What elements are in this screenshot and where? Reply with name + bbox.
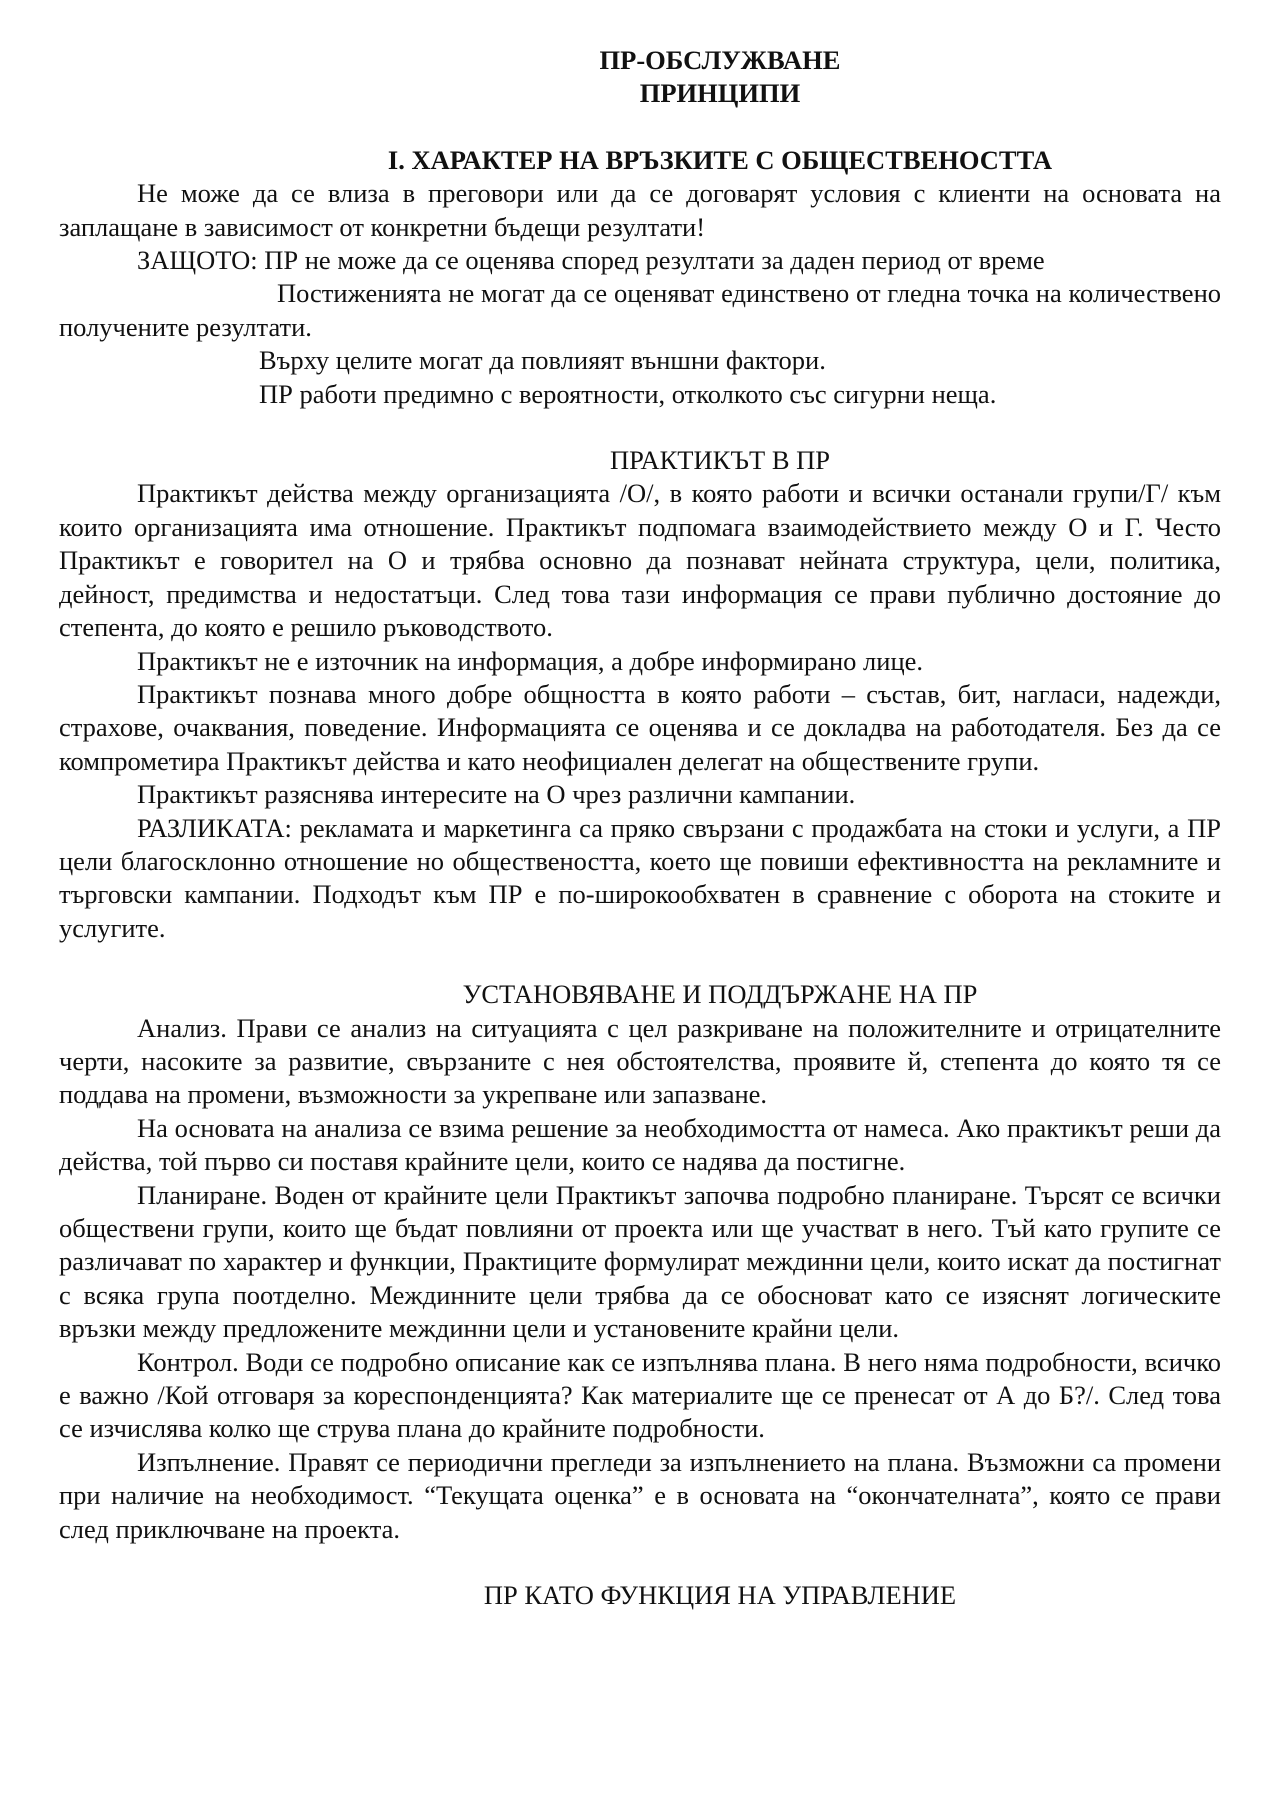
section-2-paragraph: Практикът разяснява интересите на О чрез различни кампании. bbox=[137, 779, 856, 810]
section-3-heading: УСТАНОВЯВАНЕ И ПОДДЪРЖАНЕ НА ПР bbox=[462, 979, 978, 1010]
title-line-1: ПР-ОБСЛУЖВАНЕ bbox=[599, 45, 841, 75]
section-3-paragraph: Контрол. Води се подробно описание как се изпълнява плана. В него няма подробности, всичко е важно /Кой отговаря за кореспонденцията? Как материалите ще се пренесат от А до Б?/. След това се изчислява колко ще струва плана до крайните подробности. bbox=[59, 1346, 1221, 1444]
section-1-paragraph: Постиженията не могат да се оценяват единствено от гледна точка на количествено получените резултати. bbox=[59, 278, 1221, 342]
section-3-paragraph: Анализ. Прави се анализ на ситуацията с цел разкриване на положителните и отрицателните черти, насоките за развитие, свързаните с нея обстоятелства, проявите й, степента до която тя се поддава на промени, възможности за укрепване или запазване. bbox=[59, 1012, 1221, 1110]
section-2-paragraph: Практикът познава много добре общността в която работи – състав, бит, нагласи, надежди, страхове, очаквания, поведение. Информацията се оценява и се докладва на работодателя. Без да се компрометира Практикът действа и като неофициален делегат на обществените групи. bbox=[59, 678, 1221, 776]
document-page bbox=[59, 44, 1221, 1612]
title-line-2: ПРИНЦИПИ bbox=[639, 78, 801, 109]
section-1-paragraph: ПР работи предимно с вероятности, отколкото със сигурни неща. bbox=[259, 378, 997, 409]
section-2-paragraph: Практикът не е източник на информация, а добре информирано лице. bbox=[137, 645, 924, 676]
document-title bbox=[219, 44, 1221, 111]
section-1-heading: I. ХАРАКТЕР НА ВРЪЗКИТЕ С ОБЩЕСТВЕНОСТТА bbox=[387, 144, 1053, 175]
section-2-paragraph: РАЗЛИКАТА: рекламата и маркетинга са пряко свързани с продажбата на стоки и услуги, а ПР цели благосклонно отношение но обществеността, което ще повиши ефективността на рекламните и търговски кампании. Подходът към ПР е по-широкообхватен в сравнение с оборота на стоките и услугите. bbox=[59, 812, 1221, 943]
section-3-paragraph: Планиране. Воден от крайните цели Практикът започва подробно планиране. Търсят се всички обществени групи, които ще бъдат повлияни от проекта или ще участват в него. Тъй като групите се различават по характер и функции, Практиците формулират междинни цели, които искат да постигнат с всяка група поотделно. Междинните цели трябва да се обосноват като се изяснят логическите връзки между предложените междинни цели и установените крайни цели. bbox=[59, 1179, 1221, 1344]
section-1-paragraph: Върху целите могат да повлияят външни фактори. bbox=[259, 345, 826, 376]
section-3-paragraph: На основата на анализа се взима решение за необходимостта от намеса. Ако практикът реши да действа, той първо си поставя крайните цели, които се надява да постигне. bbox=[59, 1112, 1221, 1177]
section-1-paragraph: ЗАЩОТО: ПР не може да се оценява според резултати за даден период от време bbox=[137, 245, 1045, 276]
section-1-paragraph: Не може да се влиза в преговори или да се договарят условия с клиенти на основата на заплащане в зависимост от конкретни бъдещи резултати! bbox=[59, 178, 1221, 242]
section-2-paragraph: Практикът действа между организацията /О/, в която работи и всички останали групи/Г/ към които организацията има отношение. Практикът подпомага взаимодействието между О и Г. Често Практикът е говорител на О и трябва основно да познават нейната структура, цели, политика, дейност, предимства и недостатъци. След това тази информация се прави публично достояние до степента, до която е решило ръководството. bbox=[59, 478, 1221, 643]
section-3-paragraph: Изпълнение. Правят се периодични прегледи за изпълнението на плана. Възможни са промени при наличие на необходимост. “Текущата оценка” е в основата на “окончателната”, която се прави след приключване на проекта. bbox=[59, 1446, 1221, 1544]
section-4-heading: ПР КАТО ФУНКЦИЯ НА УПРАВЛЕНИЕ bbox=[483, 1580, 957, 1611]
section-2-heading: ПРАКТИКЪТ В ПР bbox=[610, 445, 830, 476]
